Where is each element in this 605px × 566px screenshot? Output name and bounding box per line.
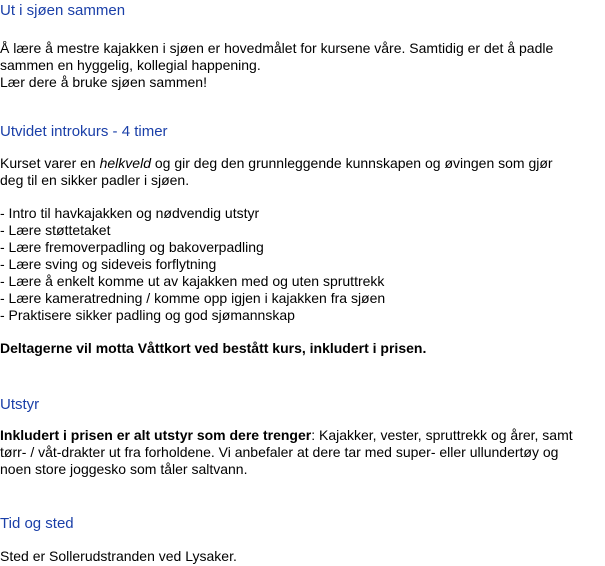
section-heading: Utvidet introkurs - 4 timer — [0, 123, 168, 140]
section-ut-i-sjoen — [0, 2, 605, 91]
equipment-bold-lead: Inkludert i prisen er alt utstyr som dere trenger — [0, 427, 312, 443]
section-heading: Tid og sted — [0, 515, 74, 532]
description-text: og gir deg den grunnleggende kunnskapen og øvingen som gjør — [150, 155, 553, 171]
course-contents-list — [0, 205, 605, 324]
equipment-text: tørr- / våt-drakter ut fra forholdene. Vi anbefaler at dere tar med super- eller ullundertøy og — [0, 444, 559, 460]
certificate-note: Deltagerne vil motta Våttkort ved bestått kurs, inkludert i prisen. — [0, 340, 427, 356]
paragraph-line: Lær dere å bruke sjøen sammen! — [0, 74, 207, 90]
description-text: deg til en sikker padler i sjøen. — [0, 172, 190, 188]
section-heading: Utstyr — [0, 396, 40, 413]
list-item: - Lære kameratredning / komme opp igjen i kajakken fra sjøen — [0, 290, 386, 306]
description-text: Kurset varer en — [0, 155, 100, 171]
location-text: Sted er Sollerudstranden ved Lysaker. — [0, 548, 237, 564]
emphasis-helkveld: helkveld — [99, 155, 151, 171]
equipment-text: : Kajakker, vester, spruttrekk og årer, samt — [311, 427, 573, 443]
course-description — [0, 155, 605, 189]
list-item: - Praktisere sikker padling og god sjømannskap — [0, 307, 295, 323]
list-item: - Lære fremoverpadling og bakoverpadling — [0, 239, 264, 255]
paragraph-line: Å lære å mestre kajakken i sjøen er hovedmålet for kursene våre. Samtidig er det å padle — [0, 40, 554, 56]
list-item: - Lære støttetaket — [0, 222, 111, 238]
section-heading: Ut i sjøen sammen — [0, 2, 126, 19]
list-item: - Intro til havkajakken og nødvendig utstyr — [0, 205, 260, 221]
list-item: - Lære sving og sideveis forflytning — [0, 256, 217, 272]
paragraph-line: sammen en hyggelig, kollegial happening. — [0, 57, 261, 73]
section-utstyr — [0, 396, 605, 478]
equipment-paragraph — [0, 427, 605, 478]
section-tid-og-sted — [0, 515, 605, 565]
equipment-text: noen store joggesko som tåler saltvann. — [0, 461, 248, 477]
section-introkurs — [0, 123, 605, 357]
intro-paragraph — [0, 40, 605, 91]
list-item: - Lære å enkelt komme ut av kajakken med og uten spruttrekk — [0, 273, 385, 289]
